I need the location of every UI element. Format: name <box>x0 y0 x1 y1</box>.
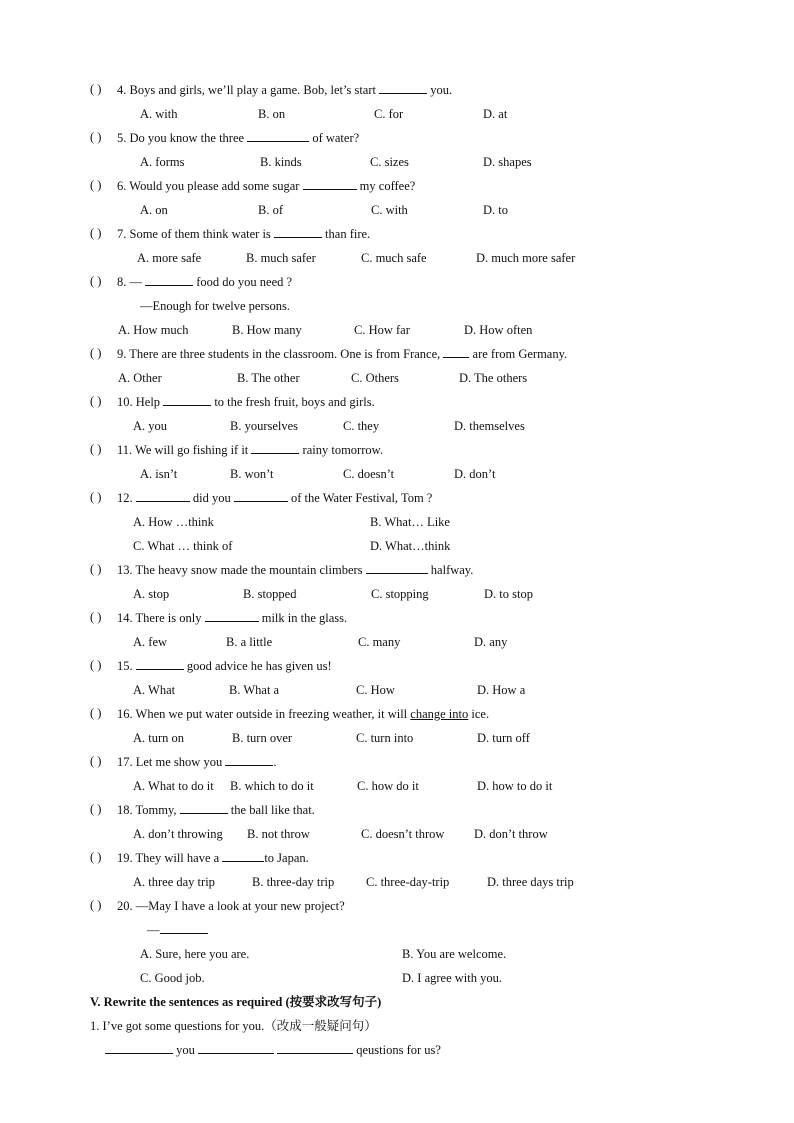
question-16 <box>117 706 489 722</box>
q16-option-c[interactable]: C. turn into <box>356 731 414 745</box>
q7-option-a[interactable]: A. more safe <box>137 251 202 265</box>
q15-tail: good advice he has given us! <box>186 659 332 673</box>
q8-option-b[interactable]: B. How many <box>232 323 302 337</box>
q7-tail: than fire. <box>325 227 371 241</box>
answer-paren[interactable]: ( ) <box>90 274 102 288</box>
q11-option-a[interactable]: A. isn’t <box>140 467 178 481</box>
q9-option-b[interactable]: B. The other <box>237 371 300 385</box>
q9-option-d[interactable]: D. The others <box>459 371 528 385</box>
q14-tail: milk in the glass. <box>261 611 348 625</box>
q14-stem: 14. There is only <box>117 611 202 625</box>
answer-paren[interactable]: ( ) <box>90 490 102 504</box>
q4-option-b[interactable]: B. on <box>258 107 286 121</box>
q17-option-c[interactable]: C. how do it <box>357 779 419 793</box>
q8-option-a[interactable]: A. How much <box>118 323 189 337</box>
q6-option-b[interactable]: B. of <box>258 203 283 217</box>
q4-stem: 4. Boys and girls, we’ll play a game. Bob, let’s start <box>117 83 376 97</box>
q20-reply: — <box>147 923 160 937</box>
q19-option-a[interactable]: A. three day trip <box>133 875 215 889</box>
question-4 <box>117 82 452 98</box>
q13-blank[interactable] <box>366 562 428 574</box>
q5-option-b[interactable]: B. kinds <box>260 155 302 169</box>
q19-blank[interactable] <box>222 850 264 862</box>
q5-option-c[interactable]: C. sizes <box>370 155 409 169</box>
q14-option-d[interactable]: D. any <box>474 635 508 649</box>
q19-stem: 19. They will have a <box>117 851 220 865</box>
q20-reply-line <box>147 922 208 938</box>
q10-blank[interactable] <box>163 394 211 406</box>
q18-option-a[interactable]: A. don’t throwing <box>133 827 223 841</box>
q20-option-d[interactable]: D. I agree with you. <box>402 971 502 985</box>
answer-paren[interactable]: ( ) <box>90 754 102 768</box>
question-10 <box>117 394 375 410</box>
q11-blank[interactable] <box>251 442 299 454</box>
q16-option-b[interactable]: B. turn over <box>232 731 293 745</box>
q19-tail: to Japan. <box>264 851 309 865</box>
q19-option-c[interactable]: C. three-day-trip <box>366 875 450 889</box>
question-8 <box>117 274 292 290</box>
q13-option-c[interactable]: C. stopping <box>371 587 429 601</box>
q5-stem: 5. Do you know the three <box>117 131 245 145</box>
q6-option-d[interactable]: D. to <box>483 203 508 217</box>
q20-stem: 20. —May I have a look at your new project? <box>117 899 345 913</box>
section-heading: V. Rewrite the sentences as required (按要求改写句子) <box>90 995 382 1009</box>
q8-tail: food do you need ? <box>196 275 293 289</box>
q12-option-a[interactable]: A. How …think <box>133 515 214 529</box>
q19-option-d[interactable]: D. three days trip <box>487 875 574 889</box>
answer-paren[interactable]: ( ) <box>90 562 102 576</box>
q12-blank-1[interactable] <box>136 490 190 502</box>
q16-tail: ice. <box>471 707 490 721</box>
q5-option-a[interactable]: A. forms <box>140 155 185 169</box>
q10-option-a[interactable]: A. you <box>133 419 168 433</box>
q11-option-c[interactable]: C. doesn’t <box>343 467 395 481</box>
answer-paren[interactable]: ( ) <box>90 346 102 360</box>
q5-blank[interactable] <box>247 130 309 142</box>
q9-blank[interactable] <box>443 346 469 358</box>
q12-blank-2[interactable] <box>234 490 288 502</box>
q18-option-c[interactable]: C. doesn’t throw <box>361 827 445 841</box>
rewrite-item-1-answer-line <box>105 1042 441 1058</box>
q15-option-d[interactable]: D. How a <box>477 683 526 697</box>
question-15 <box>117 658 332 674</box>
question-14 <box>117 610 347 626</box>
question-17 <box>117 754 276 770</box>
question-13 <box>117 562 473 578</box>
q15-blank[interactable] <box>136 658 184 670</box>
answer-paren[interactable]: ( ) <box>90 610 102 624</box>
answer-paren[interactable]: ( ) <box>90 802 102 816</box>
q6-stem: 6. Would you please add some sugar <box>117 179 300 193</box>
answer-paren[interactable]: ( ) <box>90 82 102 96</box>
q8-reply: —Enough for twelve persons. <box>140 299 290 313</box>
q7-stem: 7. Some of them think water is <box>117 227 271 241</box>
q12-tail: of the Water Festival, Tom ? <box>290 491 433 505</box>
q5-option-d[interactable]: D. shapes <box>483 155 532 169</box>
q15-option-c[interactable]: C. How <box>356 683 395 697</box>
answer-paren[interactable]: ( ) <box>90 658 102 672</box>
rewrite-blank-1[interactable] <box>105 1042 173 1054</box>
q11-stem: 11. We will go fishing if it <box>117 443 249 457</box>
q13-option-b[interactable]: B. stopped <box>243 587 297 601</box>
question-5 <box>117 130 359 146</box>
rewrite-item-1-tail: qeustions for us? <box>356 1043 441 1057</box>
q4-option-d[interactable]: D. at <box>483 107 508 121</box>
q20-option-a[interactable]: A. Sure, here you are. <box>140 947 250 961</box>
q8-option-d[interactable]: D. How often <box>464 323 533 337</box>
q6-tail: my coffee? <box>359 179 416 193</box>
question-6 <box>117 178 415 194</box>
q20-option-c[interactable]: C. Good job. <box>140 971 205 985</box>
question-18 <box>117 802 315 818</box>
q20-blank[interactable] <box>160 922 208 934</box>
q8-stem: 8. — <box>117 275 142 289</box>
q4-tail: you. <box>430 83 453 97</box>
q7-option-c[interactable]: C. much safe <box>361 251 427 265</box>
rewrite-word-you: you <box>176 1043 195 1057</box>
q16-underlined-phrase: change into <box>410 707 469 721</box>
answer-paren[interactable]: ( ) <box>90 130 102 144</box>
q8-blank[interactable] <box>145 274 193 286</box>
q11-tail: rainy tomorrow. <box>302 443 383 457</box>
q7-blank[interactable] <box>274 226 322 238</box>
q18-option-b[interactable]: B. not throw <box>247 827 310 841</box>
q14-option-c[interactable]: C. many <box>358 635 401 649</box>
q12-option-c[interactable]: C. What … think of <box>133 539 233 553</box>
q6-option-c[interactable]: C. with <box>371 203 408 217</box>
q9-stem: 9. There are three students in the classroom. One is from France, <box>117 347 441 361</box>
answer-paren[interactable]: ( ) <box>90 850 102 864</box>
q10-option-d[interactable]: D. themselves <box>454 419 525 433</box>
q14-blank[interactable] <box>205 610 259 622</box>
q15-option-b[interactable]: B. What a <box>229 683 280 697</box>
q10-stem: 10. Help <box>117 395 161 409</box>
q5-tail: of water? <box>312 131 360 145</box>
q19-option-b[interactable]: B. three-day trip <box>252 875 335 889</box>
q16-option-d[interactable]: D. turn off <box>477 731 530 745</box>
answer-paren[interactable]: ( ) <box>90 706 102 720</box>
answer-paren[interactable]: ( ) <box>90 226 102 240</box>
q18-stem: 18. Tommy, <box>117 803 177 817</box>
q10-tail: to the fresh fruit, boys and girls. <box>214 395 375 409</box>
q9-option-a[interactable]: A. Other <box>118 371 162 385</box>
q11-option-b[interactable]: B. won’t <box>230 467 274 481</box>
q14-option-b[interactable]: B. a little <box>226 635 273 649</box>
q13-option-d[interactable]: D. to stop <box>484 587 533 601</box>
q12-option-b[interactable]: B. What… Like <box>370 515 450 529</box>
q18-tail: the ball like that. <box>230 803 315 817</box>
q12-stem: 12. <box>117 491 133 505</box>
q9-option-c[interactable]: C. Others <box>351 371 399 385</box>
answer-paren[interactable]: ( ) <box>90 178 102 192</box>
q6-blank[interactable] <box>303 178 357 190</box>
q10-option-b[interactable]: B. yourselves <box>230 419 299 433</box>
q17-option-b[interactable]: B. which to do it <box>230 779 314 793</box>
rewrite-blank-3[interactable] <box>277 1042 353 1054</box>
q17-stem: 17. Let me show you <box>117 755 223 769</box>
question-19 <box>117 850 309 866</box>
answer-paren[interactable]: ( ) <box>90 898 102 912</box>
q17-option-d[interactable]: D. how to do it <box>477 779 553 793</box>
q4-option-c[interactable]: C. for <box>374 107 404 121</box>
rewrite-item-1: 1. I’ve got some questions for you.（改成一般疑问句） <box>90 1019 377 1033</box>
question-20 <box>117 898 345 914</box>
q6-option-a[interactable]: A. on <box>140 203 168 217</box>
q17-tail: . <box>273 755 277 769</box>
q13-stem: 13. The heavy snow made the mountain climbers <box>117 563 363 577</box>
q13-tail: halfway. <box>430 563 474 577</box>
q8-option-c[interactable]: C. How far <box>354 323 410 337</box>
q9-tail: are from Germany. <box>472 347 568 361</box>
q16-stem: 16. When we put water outside in freezing weather, it will <box>117 707 408 721</box>
question-7 <box>117 226 370 242</box>
q12-mid: did you <box>192 491 231 505</box>
q7-option-b[interactable]: B. much safer <box>246 251 316 265</box>
q10-option-c[interactable]: C. they <box>343 419 380 433</box>
answer-paren[interactable]: ( ) <box>90 394 102 408</box>
q12-option-d[interactable]: D. What…think <box>370 539 451 553</box>
q18-blank[interactable] <box>180 802 228 814</box>
question-11 <box>117 442 383 458</box>
q17-option-a[interactable]: A. What to do it <box>133 779 214 793</box>
q17-blank[interactable] <box>225 754 273 766</box>
question-9 <box>117 346 567 362</box>
q14-option-a[interactable]: A. few <box>133 635 168 649</box>
q7-option-d[interactable]: D. much more safer <box>476 251 576 265</box>
answer-paren[interactable]: ( ) <box>90 442 102 456</box>
rewrite-blank-2[interactable] <box>198 1042 274 1054</box>
q4-option-a[interactable]: A. with <box>140 107 178 121</box>
q16-option-a[interactable]: A. turn on <box>133 731 185 745</box>
q15-stem: 15. <box>117 659 133 673</box>
q13-option-a[interactable]: A. stop <box>133 587 170 601</box>
q20-option-b[interactable]: B. You are welcome. <box>402 947 507 961</box>
q4-blank[interactable] <box>379 82 427 94</box>
q11-option-d[interactable]: D. don’t <box>454 467 496 481</box>
question-12 <box>117 490 432 506</box>
q18-option-d[interactable]: D. don’t throw <box>474 827 548 841</box>
q15-option-a[interactable]: A. What <box>133 683 176 697</box>
